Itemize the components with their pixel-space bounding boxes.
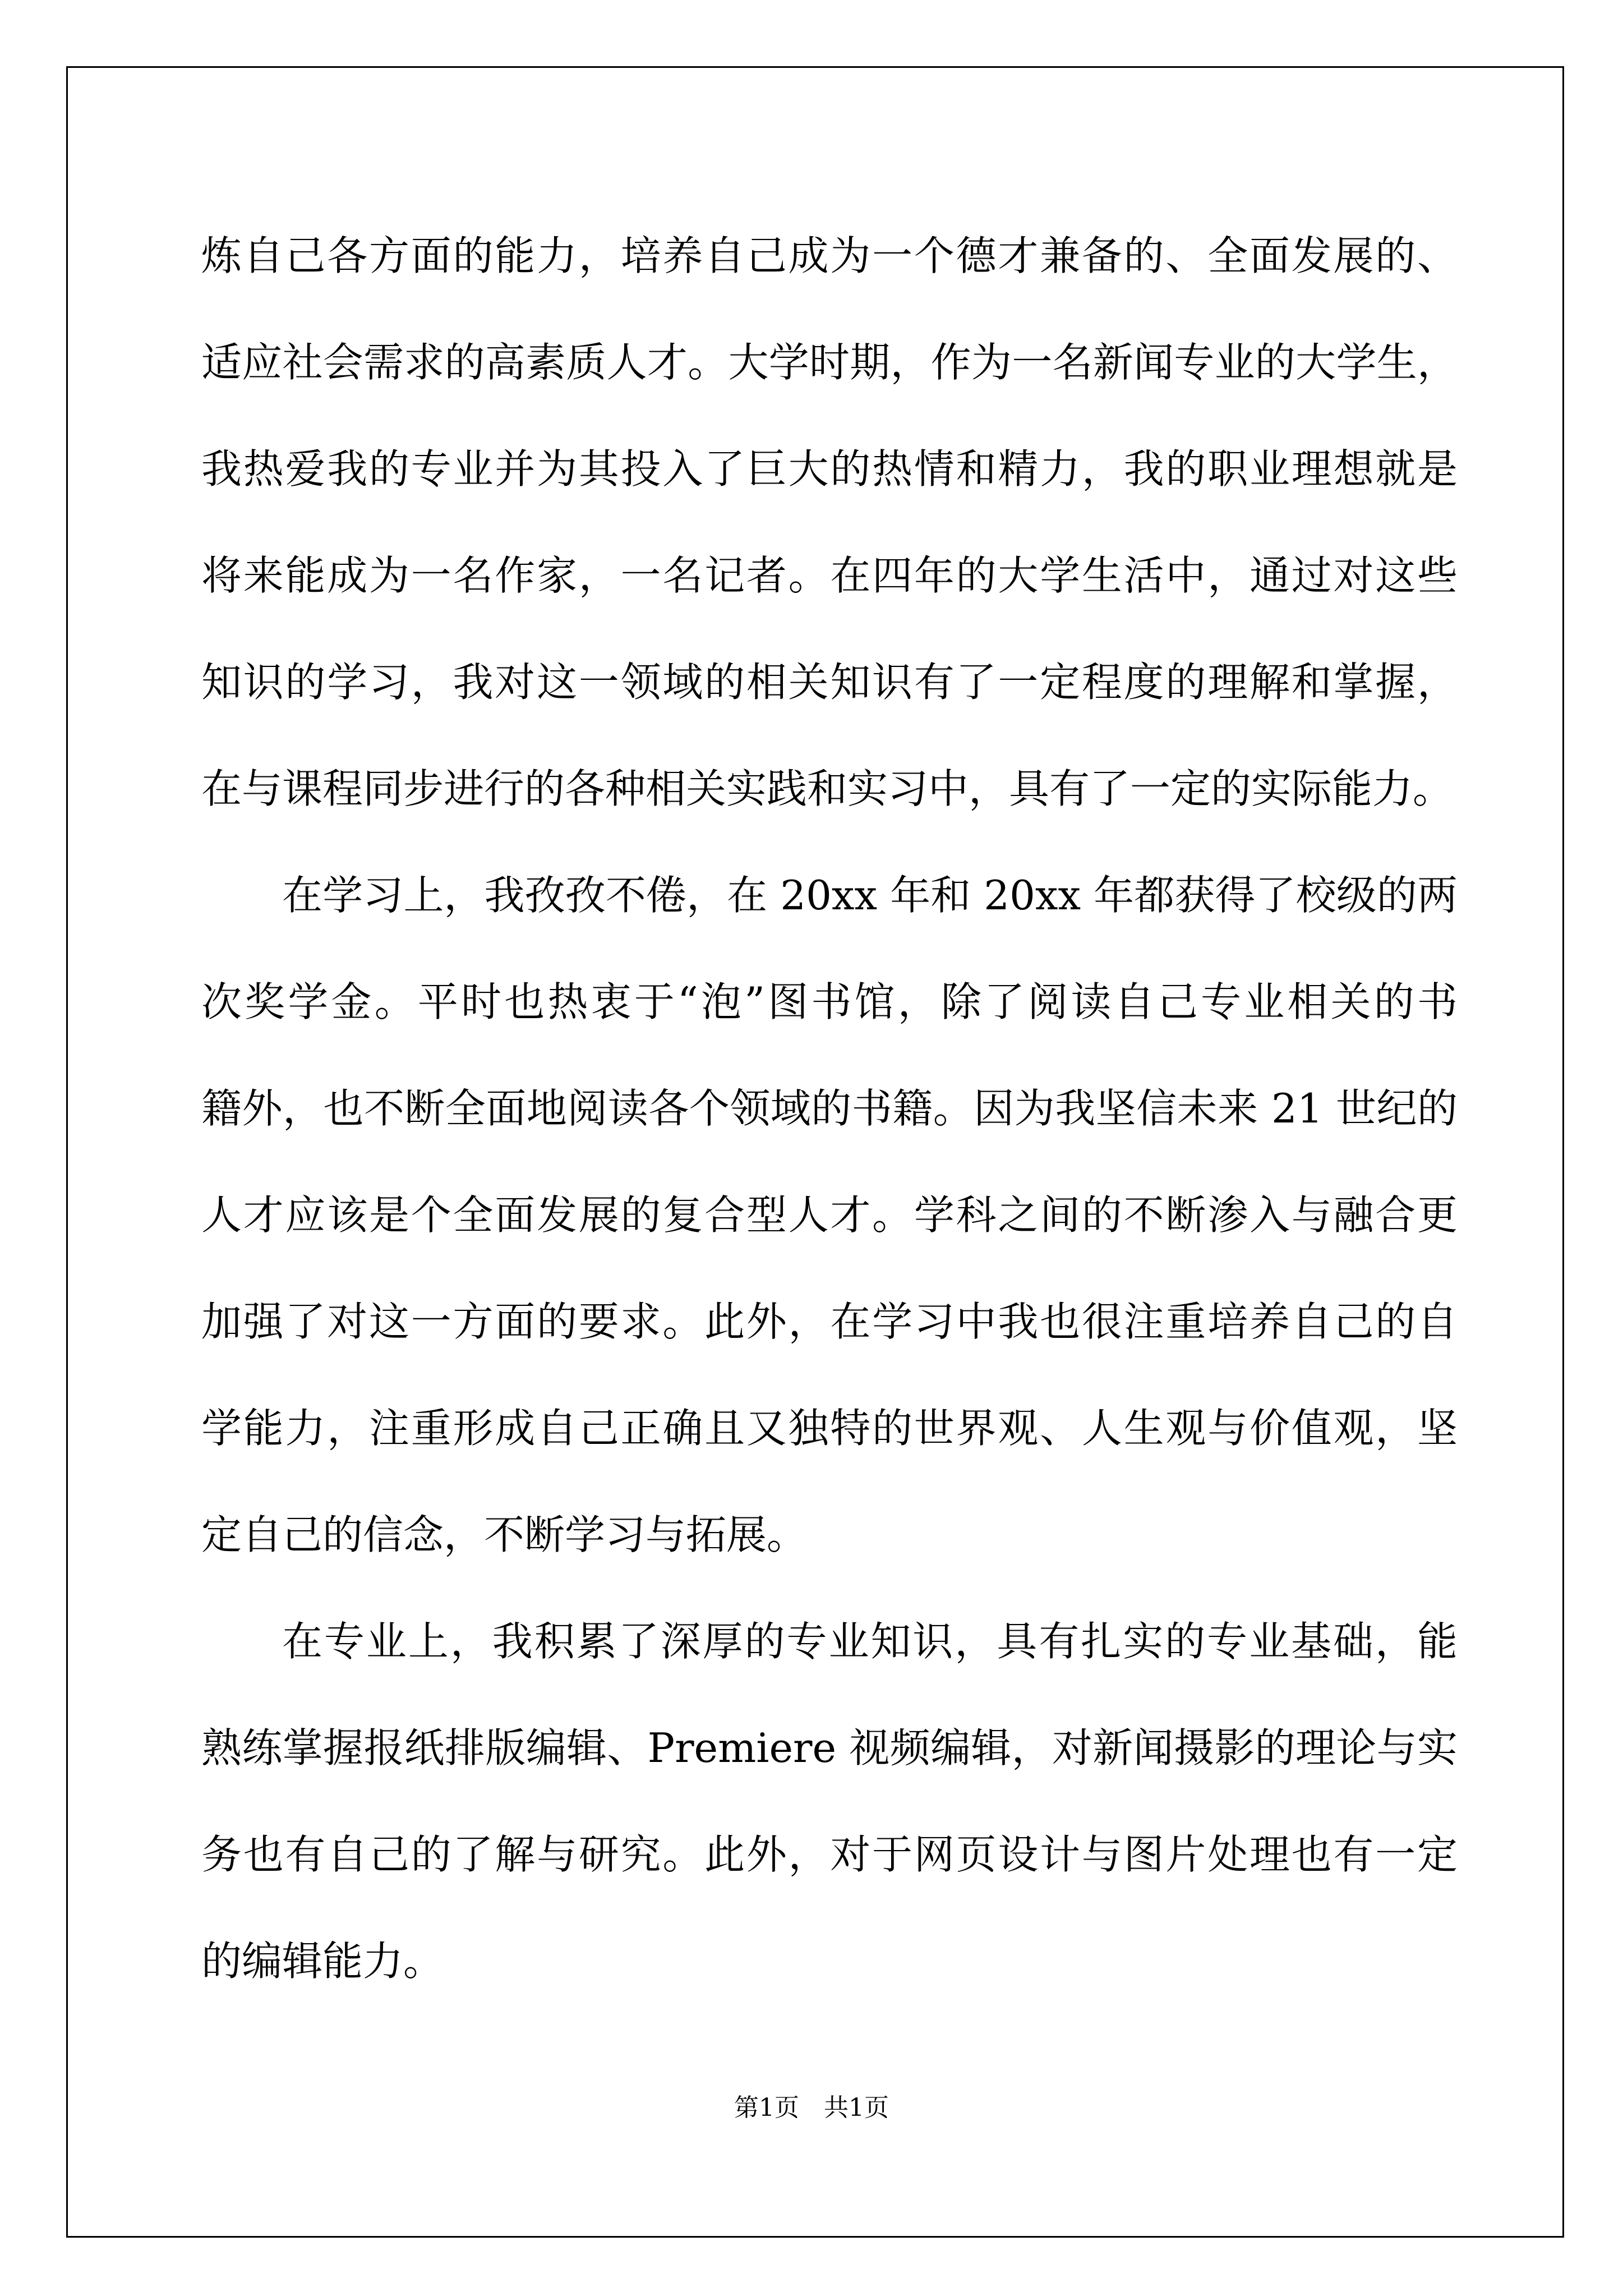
text-line: 适应社会需求的高素质人才。大学时期，作为一名新闻专业的大学生，: [201, 339, 1458, 386]
page-footer: 第1页 共1页: [734, 2093, 889, 2122]
text-line: 定自己的信念，不断学习与拓展。: [201, 1511, 808, 1558]
text-line: 的编辑能力。: [201, 1938, 444, 1985]
text-line: 次奖学金。平时也热衷于“泡”图书馆，除了阅读自己专业相关的书: [201, 978, 1458, 1025]
text-line: 将来能成为一名作家，一名记者。在四年的大学生活中，通过对这些: [201, 552, 1458, 599]
text-line: 在与课程同步进行的各种相关实践和实习中，具有了一定的实际能力。: [201, 765, 1454, 812]
text-line: 在学习上，我孜孜不倦，在 20xx 年和 20xx 年都获得了校级的两: [282, 872, 1458, 919]
text-line: 务也有自己的了解与研究。此外，对于网页设计与图片处理也有一定: [201, 1831, 1458, 1878]
text-line: 学能力，注重形成自己正确且又独特的世界观、人生观与价值观，坚: [201, 1405, 1458, 1452]
text-line: 加强了对这一方面的要求。此外，在学习中我也很注重培养自己的自: [201, 1298, 1458, 1345]
text-line: 熟练掌握报纸排版编辑、Premiere 视频编辑，对新闻摄影的理论与实: [201, 1724, 1458, 1772]
paragraph: [201, 1588, 1458, 2014]
text-line: 在专业上，我积累了深厚的专业知识，具有扎实的专业基础，能: [282, 1618, 1458, 1665]
paragraph: [201, 842, 1458, 1588]
document-body: [201, 203, 1458, 2014]
text-line: 人才应该是个全面发展的复合型人才。学科之间的不断渗入与融合更: [201, 1191, 1458, 1239]
text-line: 炼自己各方面的能力，培养自己成为一个德才兼备的、全面发展的、: [201, 232, 1458, 279]
text-line: 我热爱我的专业并为其投入了巨大的热情和精力，我的职业理想就是: [201, 445, 1458, 493]
paragraph: [201, 203, 1458, 842]
text-line: 知识的学习，我对这一领域的相关知识有了一定程度的理解和掌握，: [201, 659, 1458, 706]
text-line: 籍外，也不断全面地阅读各个领域的书籍。因为我坚信未来 21 世纪的: [201, 1085, 1458, 1132]
